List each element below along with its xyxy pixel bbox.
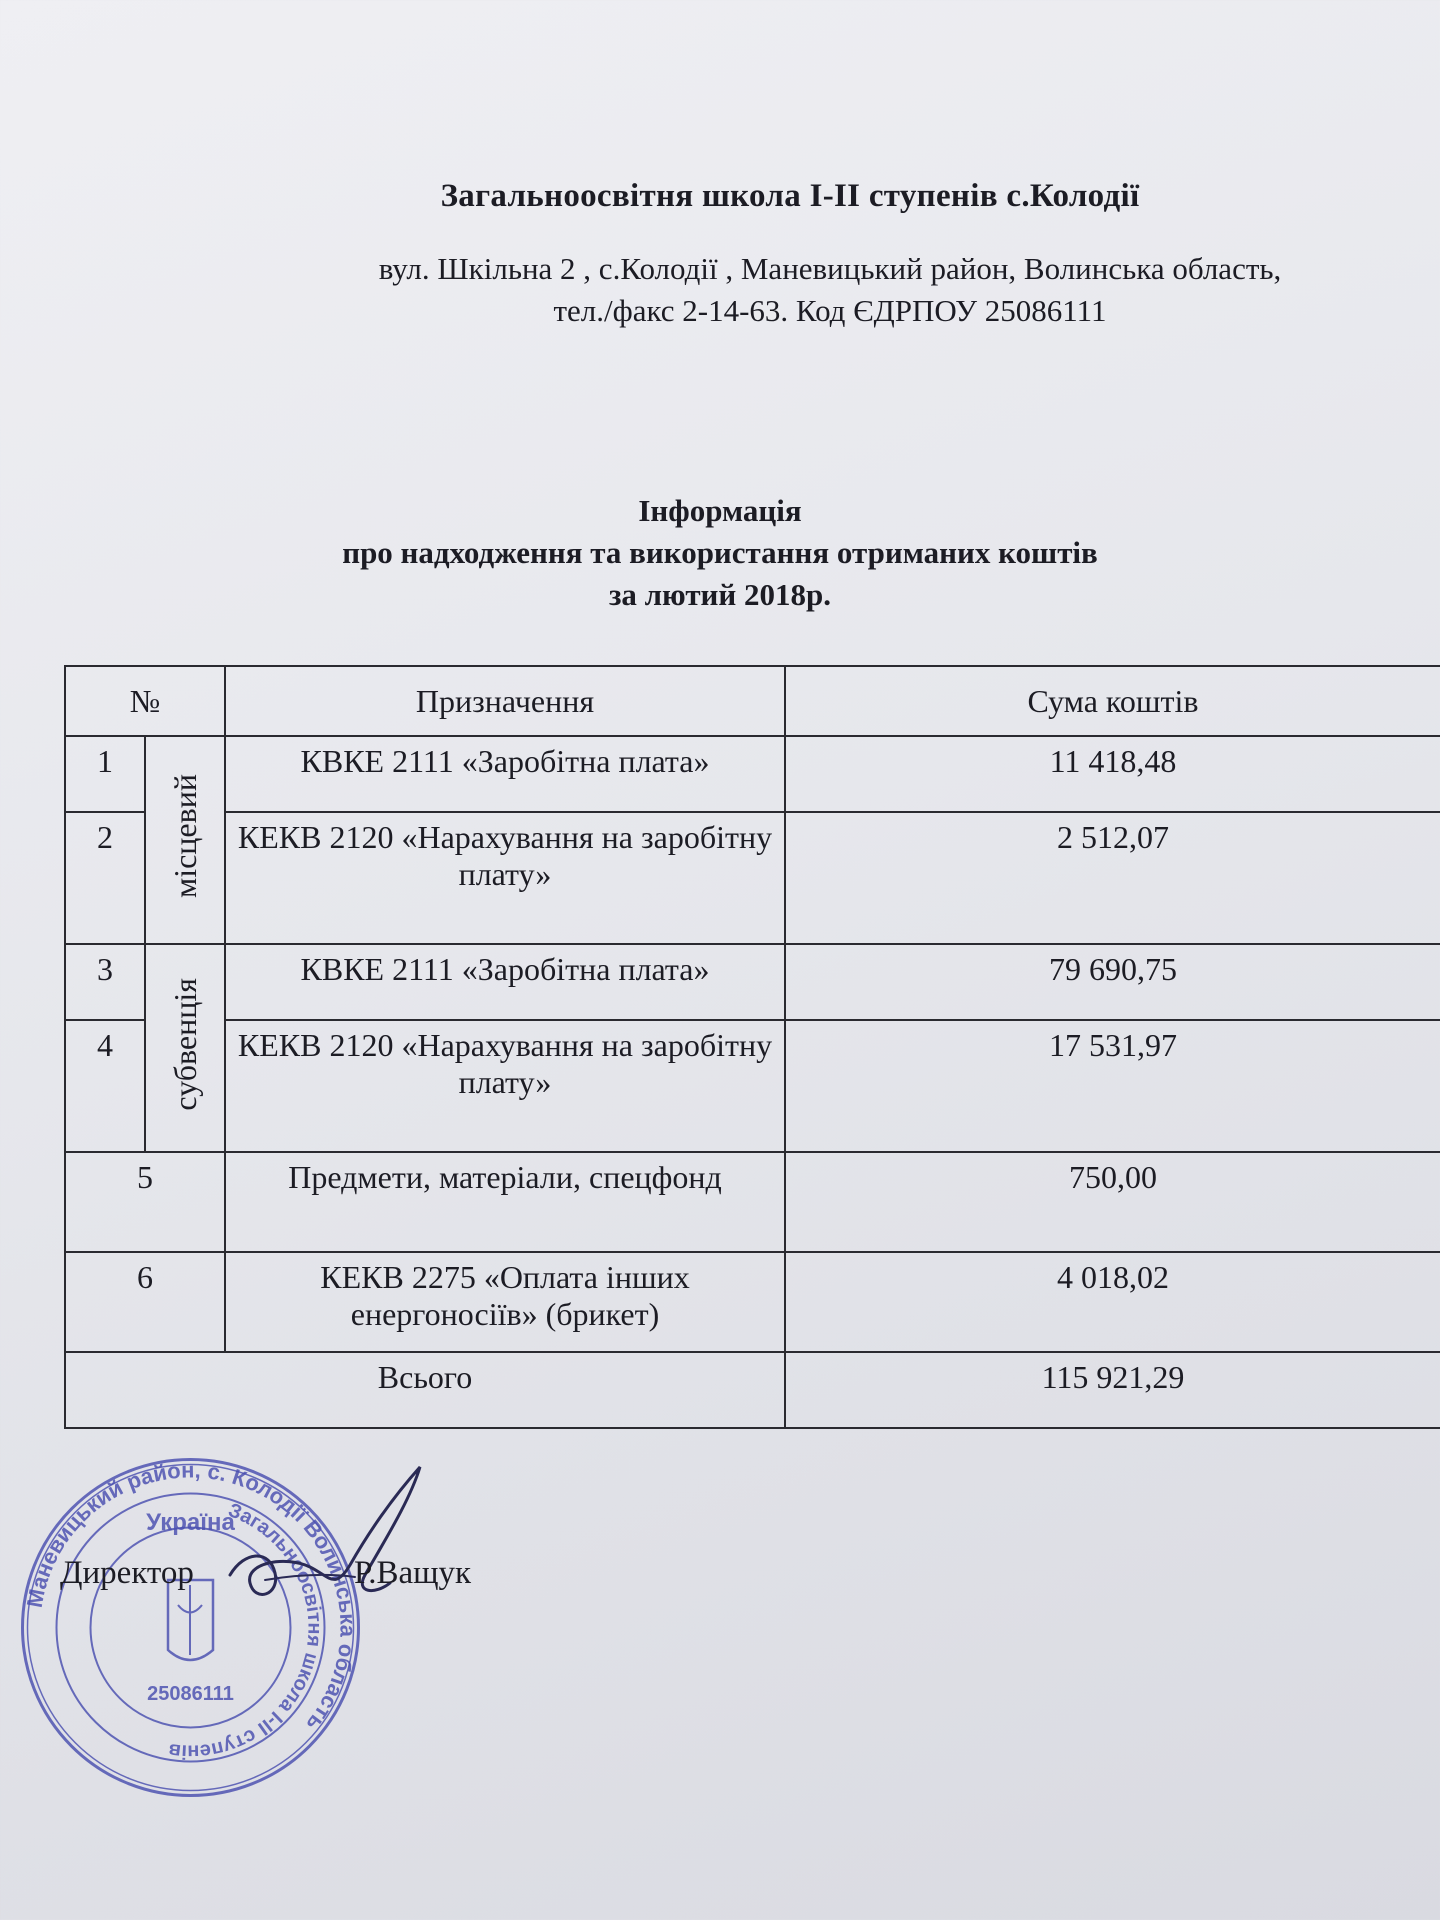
row-purpose: КВКЕ 2111 «Заробітна плата» [225, 944, 785, 1020]
header-purpose: Призначення [225, 666, 785, 736]
title-line-3: за лютий 2018р. [608, 577, 832, 612]
table-row [65, 812, 1440, 944]
table-row [65, 736, 1440, 812]
group-local [145, 736, 225, 944]
header-sum: Сума коштів [785, 666, 1440, 736]
row-purpose: Предмети, матеріали, спецфонд [225, 1152, 785, 1252]
table-header-row [65, 666, 1440, 736]
table-row [65, 944, 1440, 1020]
row-num: 5 [65, 1152, 225, 1252]
group-subvention-label: субвенція [166, 977, 203, 1111]
row-sum: 79 690,75 [785, 944, 1440, 1020]
director-label: Директор [60, 1555, 194, 1591]
address-line-1: вул. Шкільна 2 , с.Колодії , Маневицький район, Волинська область, [378, 251, 1282, 286]
row-purpose: КЕКВ 2120 «Нарахування на заробітну плату» [225, 1020, 785, 1152]
row-sum: 2 512,07 [785, 812, 1440, 944]
row-purpose: КВКЕ 2111 «Заробітна плата» [225, 736, 785, 812]
row-num: 2 [65, 812, 145, 944]
stamp-inner-text: Загальноосвітня школа І-ІІ ступенів [167, 1499, 326, 1763]
stamp-code: 25086111 [147, 1683, 234, 1705]
row-sum: 17 531,97 [785, 1020, 1440, 1152]
header-num: № [65, 666, 225, 736]
stamp-top-text: Україна [146, 1509, 235, 1536]
school-name: Загальноосвітня школа І-ІІ ступенів с.Колодії [440, 178, 1140, 214]
row-sum: 4 018,02 [785, 1252, 1440, 1352]
total-label: Всього [65, 1352, 785, 1428]
stamp-outer-text: Маневицький район, с. Колодії Волинська область [21, 1457, 361, 1737]
row-num: 6 [65, 1252, 225, 1352]
group-subvention [145, 944, 225, 1152]
table-row [65, 1020, 1440, 1152]
school-address [110, 248, 1440, 332]
table-row [65, 1252, 1440, 1352]
funds-table [64, 665, 1440, 1429]
document-title [0, 490, 1440, 616]
handwritten-signature [215, 1455, 445, 1625]
row-num: 4 [65, 1020, 145, 1152]
table-row [65, 1152, 1440, 1252]
total-sum: 115 921,29 [785, 1352, 1440, 1428]
row-num: 1 [65, 736, 145, 812]
row-num: 3 [65, 944, 145, 1020]
director-name: Р.Ващук [354, 1555, 472, 1591]
address-line-2: тел./факс 2-14-63. Код ЄДРПОУ 25086111 [553, 293, 1107, 328]
total-row [65, 1352, 1440, 1428]
row-purpose: КЕКВ 2120 «Нарахування на заробітну плату» [225, 812, 785, 944]
title-line-1: Інформація [638, 493, 802, 528]
row-sum: 11 418,48 [785, 736, 1440, 812]
group-local-label: місцевий [166, 773, 203, 899]
row-purpose: КЕКВ 2275 «Оплата інших енергоносіїв» (брикет) [225, 1252, 785, 1352]
title-line-2: про надходження та використання отриманих коштів [342, 535, 1098, 570]
row-sum: 750,00 [785, 1152, 1440, 1252]
